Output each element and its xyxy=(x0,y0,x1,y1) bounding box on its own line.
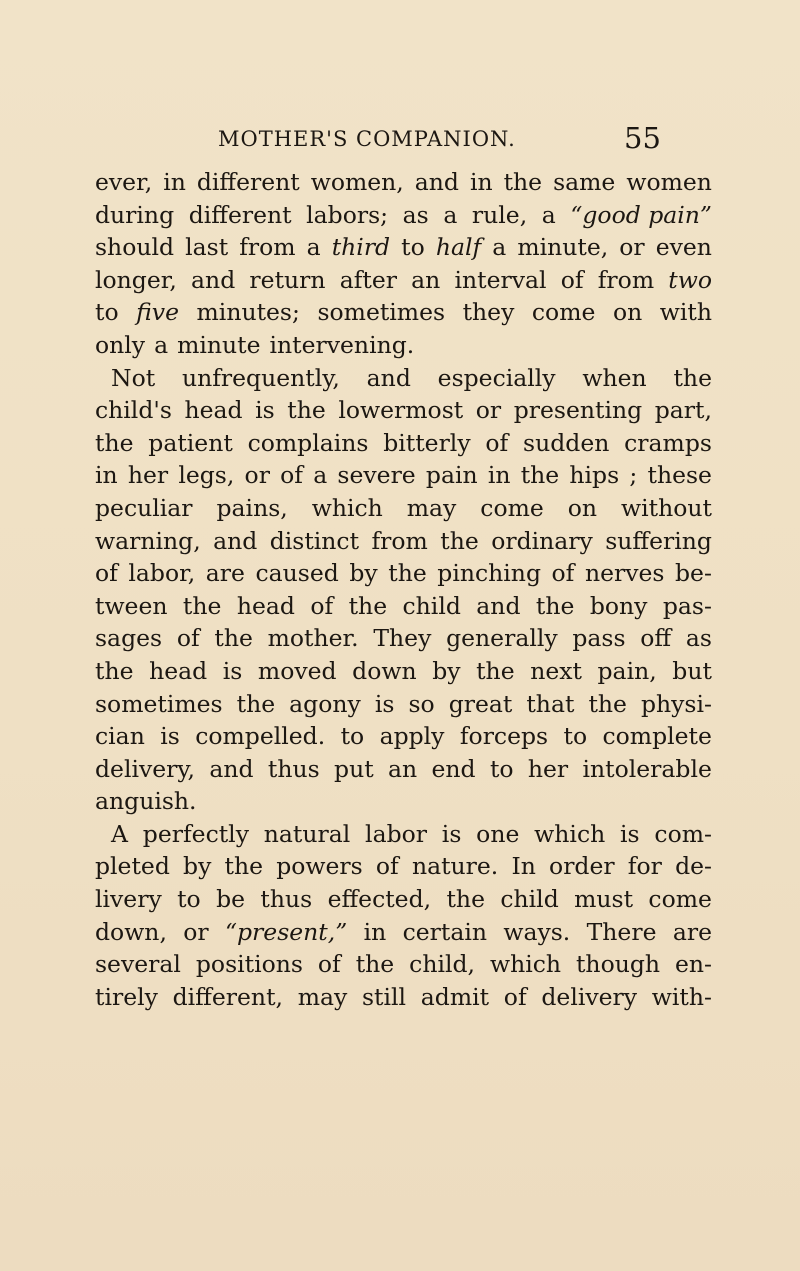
word: sometimes xyxy=(95,689,223,718)
word: child xyxy=(500,885,559,914)
word: pas- xyxy=(662,591,712,620)
word: so xyxy=(408,689,435,718)
word: ever, xyxy=(95,168,153,196)
word: generally xyxy=(446,624,558,653)
word: tween xyxy=(95,591,168,620)
word: her xyxy=(527,754,569,783)
word: to xyxy=(177,885,201,914)
word: tirely xyxy=(95,982,158,1011)
word: legs, xyxy=(178,461,235,490)
word: complete xyxy=(602,722,712,751)
word: of xyxy=(176,624,200,653)
word: is xyxy=(222,656,243,685)
text-line xyxy=(95,590,712,623)
text-line xyxy=(95,655,712,688)
text-line xyxy=(95,753,712,786)
word: of xyxy=(375,852,399,881)
word: forceps xyxy=(459,722,549,751)
word: hips xyxy=(569,461,620,490)
word: the xyxy=(588,689,627,718)
word: and xyxy=(366,363,411,392)
word: A xyxy=(111,819,128,848)
word: be- xyxy=(675,559,712,588)
word: the xyxy=(520,461,560,490)
word: the xyxy=(95,656,134,685)
word: labor xyxy=(365,819,427,848)
word: delivery, xyxy=(95,754,196,783)
text-line xyxy=(95,492,712,525)
word: different, xyxy=(172,982,283,1011)
word: child's xyxy=(95,396,172,425)
word: and xyxy=(476,591,521,620)
word: a xyxy=(541,200,556,229)
word: the xyxy=(355,950,395,979)
word: should xyxy=(95,233,175,262)
word: bony xyxy=(589,591,648,620)
word: in xyxy=(487,461,511,490)
word: part, xyxy=(654,396,712,425)
word: by xyxy=(183,852,212,881)
word: cramps xyxy=(624,428,712,457)
text-line xyxy=(95,394,712,427)
word: sudden xyxy=(523,428,610,457)
word: of xyxy=(95,559,118,588)
word: intervening. xyxy=(269,330,415,359)
italic-word: two xyxy=(668,265,712,294)
word: when xyxy=(582,363,647,392)
word: head xyxy=(149,656,208,685)
word: head xyxy=(184,396,243,425)
word: moved xyxy=(257,656,337,685)
word: the xyxy=(440,526,479,555)
word: as xyxy=(402,200,429,229)
word: with xyxy=(659,298,712,327)
word: be xyxy=(216,885,246,914)
word: is xyxy=(620,819,640,848)
word: ways. xyxy=(503,917,571,946)
word: the xyxy=(446,885,485,914)
word: pleted xyxy=(95,852,170,881)
word: is xyxy=(160,722,180,751)
word: presenting xyxy=(513,396,643,425)
word: even xyxy=(655,233,712,262)
word: pain xyxy=(425,461,478,490)
text-line xyxy=(95,883,712,916)
word: last xyxy=(185,233,229,262)
word: on xyxy=(567,493,598,522)
word: her xyxy=(127,461,169,490)
word: ; xyxy=(629,461,638,490)
word: child, xyxy=(409,950,476,979)
word: positions xyxy=(195,950,303,979)
word: anguish. xyxy=(95,787,197,816)
word: these xyxy=(647,461,712,490)
word: de- xyxy=(675,852,712,881)
word: which xyxy=(534,819,606,848)
text-line xyxy=(95,916,712,949)
word: There xyxy=(586,917,657,946)
word: end xyxy=(431,754,476,783)
italic-word: five xyxy=(136,298,179,327)
word: are xyxy=(205,559,245,588)
word: bitterly xyxy=(383,428,471,457)
word: only xyxy=(95,330,146,359)
word: minutes; xyxy=(196,298,300,327)
text-line xyxy=(95,427,712,460)
word: compelled. xyxy=(195,722,326,751)
word: a xyxy=(154,330,169,359)
word: nerves xyxy=(584,559,665,588)
word: minute, xyxy=(517,233,609,262)
word: certain xyxy=(402,917,487,946)
word: sometimes xyxy=(317,298,446,327)
word: still xyxy=(362,982,407,1011)
word: may xyxy=(406,493,457,522)
word: rule, xyxy=(471,200,528,229)
text-line xyxy=(95,981,712,1014)
word: and xyxy=(191,265,236,294)
word: to xyxy=(401,233,425,262)
word: of xyxy=(317,950,341,979)
text-line xyxy=(95,557,712,590)
word: the xyxy=(95,428,134,457)
word: come xyxy=(531,298,596,327)
word: the xyxy=(503,168,543,196)
page-number: 55 xyxy=(624,121,661,155)
text-line xyxy=(95,166,712,199)
word: the xyxy=(182,591,222,620)
word: cian xyxy=(95,722,145,751)
word: same xyxy=(553,168,616,196)
word: the xyxy=(236,689,276,718)
word: distinct xyxy=(269,526,360,555)
word: lowermost xyxy=(338,396,464,425)
word: is xyxy=(374,689,395,718)
word: thus xyxy=(267,754,320,783)
word: caused xyxy=(255,559,339,588)
word: or xyxy=(244,461,270,490)
word: different xyxy=(188,200,292,229)
text-line xyxy=(95,362,712,395)
text-line xyxy=(95,720,712,753)
word: pass xyxy=(572,624,626,653)
word: In xyxy=(511,852,536,881)
word: minute xyxy=(177,330,261,359)
word: order xyxy=(549,852,615,881)
word: women, xyxy=(310,168,404,196)
word: intolerable xyxy=(582,754,712,783)
text-line xyxy=(95,818,712,851)
word: apply xyxy=(379,722,445,751)
word: com- xyxy=(654,819,712,848)
word: severe xyxy=(337,461,416,490)
text-line xyxy=(95,688,712,721)
word: is xyxy=(441,819,462,848)
word: which xyxy=(489,950,562,979)
word: unfrequently, xyxy=(181,363,340,392)
word: pains, xyxy=(216,493,288,522)
word: ordinary xyxy=(491,526,593,555)
word: head xyxy=(236,591,295,620)
text-line xyxy=(95,329,712,362)
word: powers xyxy=(276,852,363,881)
word: of xyxy=(485,428,509,457)
word: Not xyxy=(111,363,156,392)
word: may xyxy=(297,982,348,1011)
word: mother. xyxy=(267,624,359,653)
word: to xyxy=(489,754,514,783)
word: of xyxy=(310,591,334,620)
word: and xyxy=(213,526,258,555)
word: patient xyxy=(148,428,233,457)
word: effected, xyxy=(327,885,432,914)
word: in xyxy=(363,917,387,946)
word: or xyxy=(475,396,502,425)
word: women xyxy=(626,168,712,196)
word: complains xyxy=(247,428,369,457)
word: one xyxy=(476,819,520,848)
word: put xyxy=(334,754,374,783)
word: to xyxy=(563,722,588,751)
word: the xyxy=(224,852,264,881)
word: the xyxy=(348,591,388,620)
word: down, xyxy=(95,917,167,946)
word: in xyxy=(95,461,118,490)
word: by xyxy=(349,559,378,588)
word: must xyxy=(574,885,634,914)
word: en- xyxy=(674,950,712,979)
italic-word: third xyxy=(331,233,391,262)
word: come xyxy=(480,493,544,522)
text-line xyxy=(95,948,712,981)
word: of xyxy=(560,265,584,294)
word: are xyxy=(672,917,712,946)
word: for xyxy=(627,852,662,881)
word: an xyxy=(411,265,441,294)
text-line xyxy=(95,785,712,818)
word: during xyxy=(95,200,175,229)
word: by xyxy=(432,656,461,685)
word: pinching xyxy=(437,559,541,588)
word: the xyxy=(476,656,515,685)
word: nature. xyxy=(411,852,499,881)
word: with- xyxy=(651,982,712,1011)
word: admit xyxy=(420,982,490,1011)
word: natural xyxy=(263,819,351,848)
word: of xyxy=(551,559,575,588)
word: sages xyxy=(95,624,163,653)
word: delivery xyxy=(541,982,638,1011)
word: peculiar xyxy=(95,493,193,522)
word: livery xyxy=(95,885,162,914)
word: a xyxy=(443,200,458,229)
word: They xyxy=(373,624,432,653)
word: child xyxy=(402,591,461,620)
running-head xyxy=(0,117,800,157)
word: different xyxy=(196,168,300,196)
text-line xyxy=(95,199,712,232)
word: though xyxy=(575,950,661,979)
text-line xyxy=(95,296,712,329)
italic-word: “present,” xyxy=(225,917,348,946)
text-line xyxy=(95,622,712,655)
word: to xyxy=(95,298,119,327)
word: the xyxy=(214,624,253,653)
word: they xyxy=(462,298,515,327)
word: from xyxy=(597,265,655,294)
word: thus xyxy=(260,885,313,914)
word: longer, xyxy=(95,265,177,294)
text-line xyxy=(95,459,712,492)
word: in xyxy=(163,168,186,196)
word: and xyxy=(209,754,254,783)
word: off xyxy=(640,624,672,653)
word: labors; xyxy=(306,200,389,229)
word: which xyxy=(311,493,383,522)
word: agony xyxy=(289,689,361,718)
word: in xyxy=(469,168,493,196)
word: of xyxy=(280,461,303,490)
running-title: MOTHER'S COMPANION. xyxy=(218,127,516,151)
word: as xyxy=(685,624,712,653)
word: that xyxy=(526,689,575,718)
word: warning, xyxy=(95,526,201,555)
word: return xyxy=(249,265,326,294)
word: perfectly xyxy=(142,819,249,848)
word: of xyxy=(503,982,527,1011)
word: a xyxy=(492,233,507,262)
word: or xyxy=(619,233,645,262)
word: interval xyxy=(454,265,547,294)
word: from xyxy=(239,233,296,262)
body-text xyxy=(95,166,712,1013)
word: pain, xyxy=(597,656,657,685)
text-line xyxy=(95,231,712,264)
word: but xyxy=(672,656,712,685)
text-line xyxy=(95,264,712,297)
word: the xyxy=(287,396,326,425)
word: next xyxy=(530,656,582,685)
text-line xyxy=(95,525,712,558)
word: the xyxy=(388,559,427,588)
italic-word: half xyxy=(435,233,482,262)
word: especially xyxy=(437,363,556,392)
word: an xyxy=(388,754,418,783)
word: to xyxy=(340,722,365,751)
word: suffering xyxy=(605,526,712,555)
word: or xyxy=(183,917,209,946)
word: on xyxy=(612,298,643,327)
word: several xyxy=(95,950,181,979)
word: the xyxy=(535,591,575,620)
word: labor, xyxy=(128,559,196,588)
word: from xyxy=(371,526,428,555)
word: a xyxy=(306,233,321,262)
word: without xyxy=(621,493,712,522)
italic-word: “good pain” xyxy=(570,200,712,229)
word: great xyxy=(448,689,513,718)
word: and xyxy=(414,168,459,196)
word: down xyxy=(352,656,417,685)
word: after xyxy=(339,265,397,294)
word: the xyxy=(673,363,712,392)
text-line xyxy=(95,850,712,883)
word: a xyxy=(313,461,328,490)
word: is xyxy=(255,396,275,425)
word: physi- xyxy=(640,689,712,718)
word: come xyxy=(648,885,712,914)
